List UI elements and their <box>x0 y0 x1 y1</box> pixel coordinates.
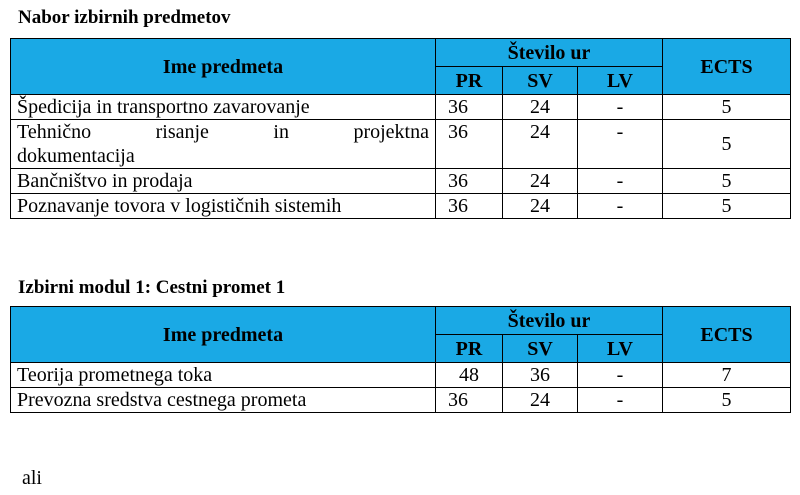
lv-hours: - <box>578 363 663 388</box>
lv-hours: - <box>578 169 663 194</box>
ects-value: 5 <box>663 169 791 194</box>
table-row <box>11 194 791 219</box>
subject-name: Bančništvo in prodaja <box>11 169 436 194</box>
header-hours: Število ur <box>436 307 663 335</box>
ects-value: 5 <box>663 194 791 219</box>
section2-title: Izbirni modul 1: Cestni promet 1 <box>18 277 286 298</box>
sv-hours: 36 <box>503 363 578 388</box>
sv-hours: 24 <box>503 169 578 194</box>
header-ects: ECTS <box>663 39 791 95</box>
lv-hours: - <box>578 194 663 219</box>
subject-name: Teorija prometnega toka <box>11 363 436 388</box>
module1-subjects-table <box>10 306 791 413</box>
table-row <box>11 169 791 194</box>
sv-hours: 24 <box>503 388 578 413</box>
subject-name-line2: dokumentacija <box>17 145 135 167</box>
ects-value: 7 <box>663 363 791 388</box>
subject-name: Prevozna sredstva cestnega prometa <box>11 388 436 413</box>
subject-name-line1: Tehnično risanje in projektna <box>17 121 429 143</box>
header-sv: SV <box>503 67 578 95</box>
sv-hours: 24 <box>503 120 578 169</box>
header-ects: ECTS <box>663 307 791 363</box>
lv-hours: - <box>578 388 663 413</box>
ects-value: 5 <box>663 388 791 413</box>
header-lv: LV <box>578 67 663 95</box>
footer-text: ali <box>22 467 42 489</box>
pr-hours: 36 <box>436 95 503 120</box>
pr-hours: 36 <box>436 388 503 413</box>
table-row <box>11 388 791 413</box>
lv-hours: - <box>578 95 663 120</box>
table-row <box>11 95 791 120</box>
pr-hours: 48 <box>436 363 503 388</box>
header-pr: PR <box>436 335 503 363</box>
pr-hours: 36 <box>436 169 503 194</box>
pr-hours: 36 <box>436 194 503 219</box>
header-subject-name: Ime predmeta <box>11 39 436 95</box>
subject-name: Špedicija in transportno zavarovanje <box>11 95 436 120</box>
header-sv: SV <box>503 335 578 363</box>
subject-name: Poznavanje tovora v logističnih sistemih <box>11 194 436 219</box>
sv-hours: 24 <box>503 194 578 219</box>
table-row <box>11 120 791 169</box>
header-lv: LV <box>578 335 663 363</box>
subject-name <box>11 120 436 169</box>
sv-hours: 24 <box>503 95 578 120</box>
header-hours: Število ur <box>436 39 663 67</box>
lv-hours: - <box>578 120 663 169</box>
ects-value: 5 <box>663 95 791 120</box>
ects-value: 5 <box>663 120 791 169</box>
table-row <box>11 363 791 388</box>
section1-title: Nabor izbirnih predmetov <box>18 7 231 28</box>
header-subject-name: Ime predmeta <box>11 307 436 363</box>
header-pr: PR <box>436 67 503 95</box>
elective-subjects-table <box>10 38 791 219</box>
pr-hours: 36 <box>436 120 503 169</box>
